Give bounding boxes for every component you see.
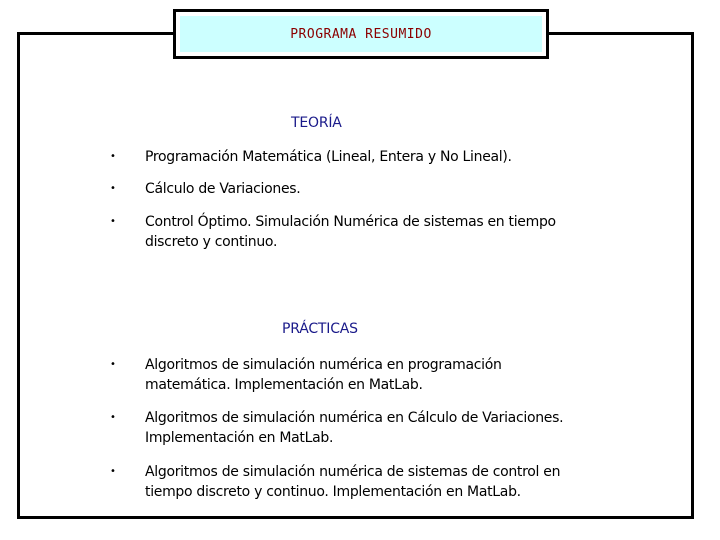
section-heading-practicas: PRÁCTICAS xyxy=(282,321,358,337)
title-background xyxy=(180,16,542,52)
bullet-icon: • xyxy=(110,151,116,162)
list-item-teoria-3 xyxy=(110,212,590,252)
page-title: PROGRAMA RESUMIDO xyxy=(290,26,432,42)
list-item-text: Control Óptimo. Simulación Numérica de sistemas en tiempo discreto y continuo. xyxy=(145,214,556,250)
bullet-icon: • xyxy=(110,466,116,477)
list-item-text: Cálculo de Variaciones. xyxy=(145,181,301,197)
section-heading-teoria: TEORÍA xyxy=(291,115,342,131)
list-item-text: Programación Matemática (Lineal, Entera y No Lineal). xyxy=(145,149,512,165)
bullet-icon: • xyxy=(110,412,116,423)
list-item-practicas-1 xyxy=(110,355,590,395)
bullet-icon: • xyxy=(110,359,116,370)
list-item-text: Algoritmos de simulación numérica de sistemas de control en tiempo discreto y continuo. Implementación en MatLab. xyxy=(145,464,561,500)
list-item-practicas-3 xyxy=(110,462,590,502)
list-item-teoria-2 xyxy=(110,179,590,199)
list-item-practicas-2 xyxy=(110,408,590,448)
list-item-teoria-1 xyxy=(110,147,590,167)
list-item-text: Algoritmos de simulación numérica en Cálculo de Variaciones. Implementación en MatLab. xyxy=(145,410,564,446)
bullet-icon: • xyxy=(110,183,116,194)
bullet-icon: • xyxy=(110,216,116,227)
list-item-text: Algoritmos de simulación numérica en programación matemática. Implementación en MatLab. xyxy=(145,357,502,393)
title-box xyxy=(173,9,549,59)
